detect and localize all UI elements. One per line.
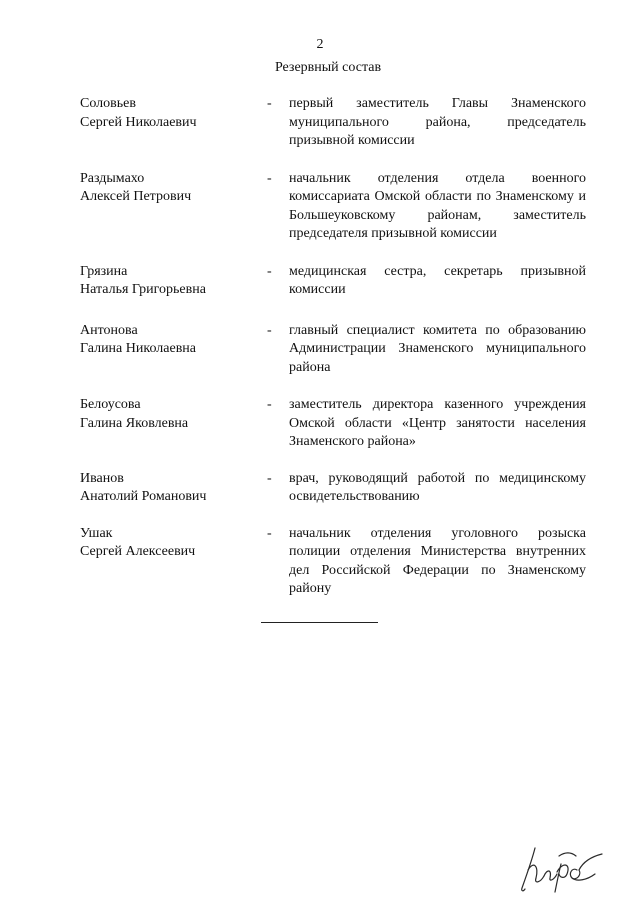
member-entry (80, 525, 590, 599)
member-dash: - (267, 322, 272, 338)
member-dash: - (267, 470, 272, 486)
member-given-names: Галина Николаевна (80, 341, 197, 356)
member-surname: Грязина (80, 263, 128, 279)
member-given-names: Анатолий Романович (80, 489, 207, 504)
member-role: первый заместитель Главы Знаменского муниципального района, председатель призывной комиссии (289, 96, 586, 148)
page-number: 2 (316, 37, 324, 52)
member-surname: Раздымахо (80, 170, 145, 186)
member-entry (80, 396, 590, 452)
member-name (80, 95, 255, 132)
member-surname: Иванов (80, 470, 124, 486)
member-name (80, 525, 255, 562)
member-given-names: Сергей Алексеевич (80, 544, 196, 559)
member-entry (80, 470, 590, 507)
member-dash: - (267, 170, 272, 186)
member-surname: Соловьев (80, 96, 136, 111)
member-dash: - (267, 525, 272, 541)
member-given-names: Наталья Григорьевна (80, 282, 206, 297)
member-surname: Ушак (80, 525, 113, 541)
member-surname: Белоусова (80, 397, 141, 412)
member-name (80, 396, 255, 433)
document-title: Резервный состав (274, 60, 382, 75)
member-name (80, 170, 255, 207)
member-given-names: Сергей Николаевич (80, 114, 197, 130)
member-dash: - (267, 263, 272, 279)
member-name (80, 470, 255, 507)
handwritten-signature-icon (515, 836, 607, 894)
member-name (80, 263, 255, 300)
member-entry (80, 95, 590, 151)
member-dash: - (267, 96, 272, 111)
member-role: главный специалист комитета по образованию Администрации Знаменского муниципального района (289, 322, 586, 375)
member-role: врач, руководящий работой по медицинскому освидетельствованию (289, 470, 586, 504)
member-dash: - (267, 397, 272, 412)
member-entry (80, 263, 590, 300)
member-entry (80, 322, 590, 378)
member-name (80, 322, 255, 359)
member-role: начальник отделения уголовного розыска полиции отделения Министерства внутренних дел Российской Федерации по Знаменскому району (289, 525, 586, 596)
member-role: начальник отделения отдела военного комиссариата Омской области по Знаменскому и Большеуковскому районам, заместитель председателя призывной комиссии (289, 170, 586, 241)
member-given-names: Галина Яковлевна (80, 415, 189, 431)
member-list (80, 95, 590, 599)
member-entry (80, 170, 590, 244)
member-role: медицинская сестра, секретарь призывной комиссии (289, 263, 586, 297)
member-role: заместитель директора казенного учреждения Омской области «Центр занятости населения Знаменского района» (289, 397, 586, 449)
closing-rule (261, 622, 378, 623)
member-given-names: Алексей Петрович (80, 189, 192, 204)
member-surname: Антонова (80, 322, 138, 338)
